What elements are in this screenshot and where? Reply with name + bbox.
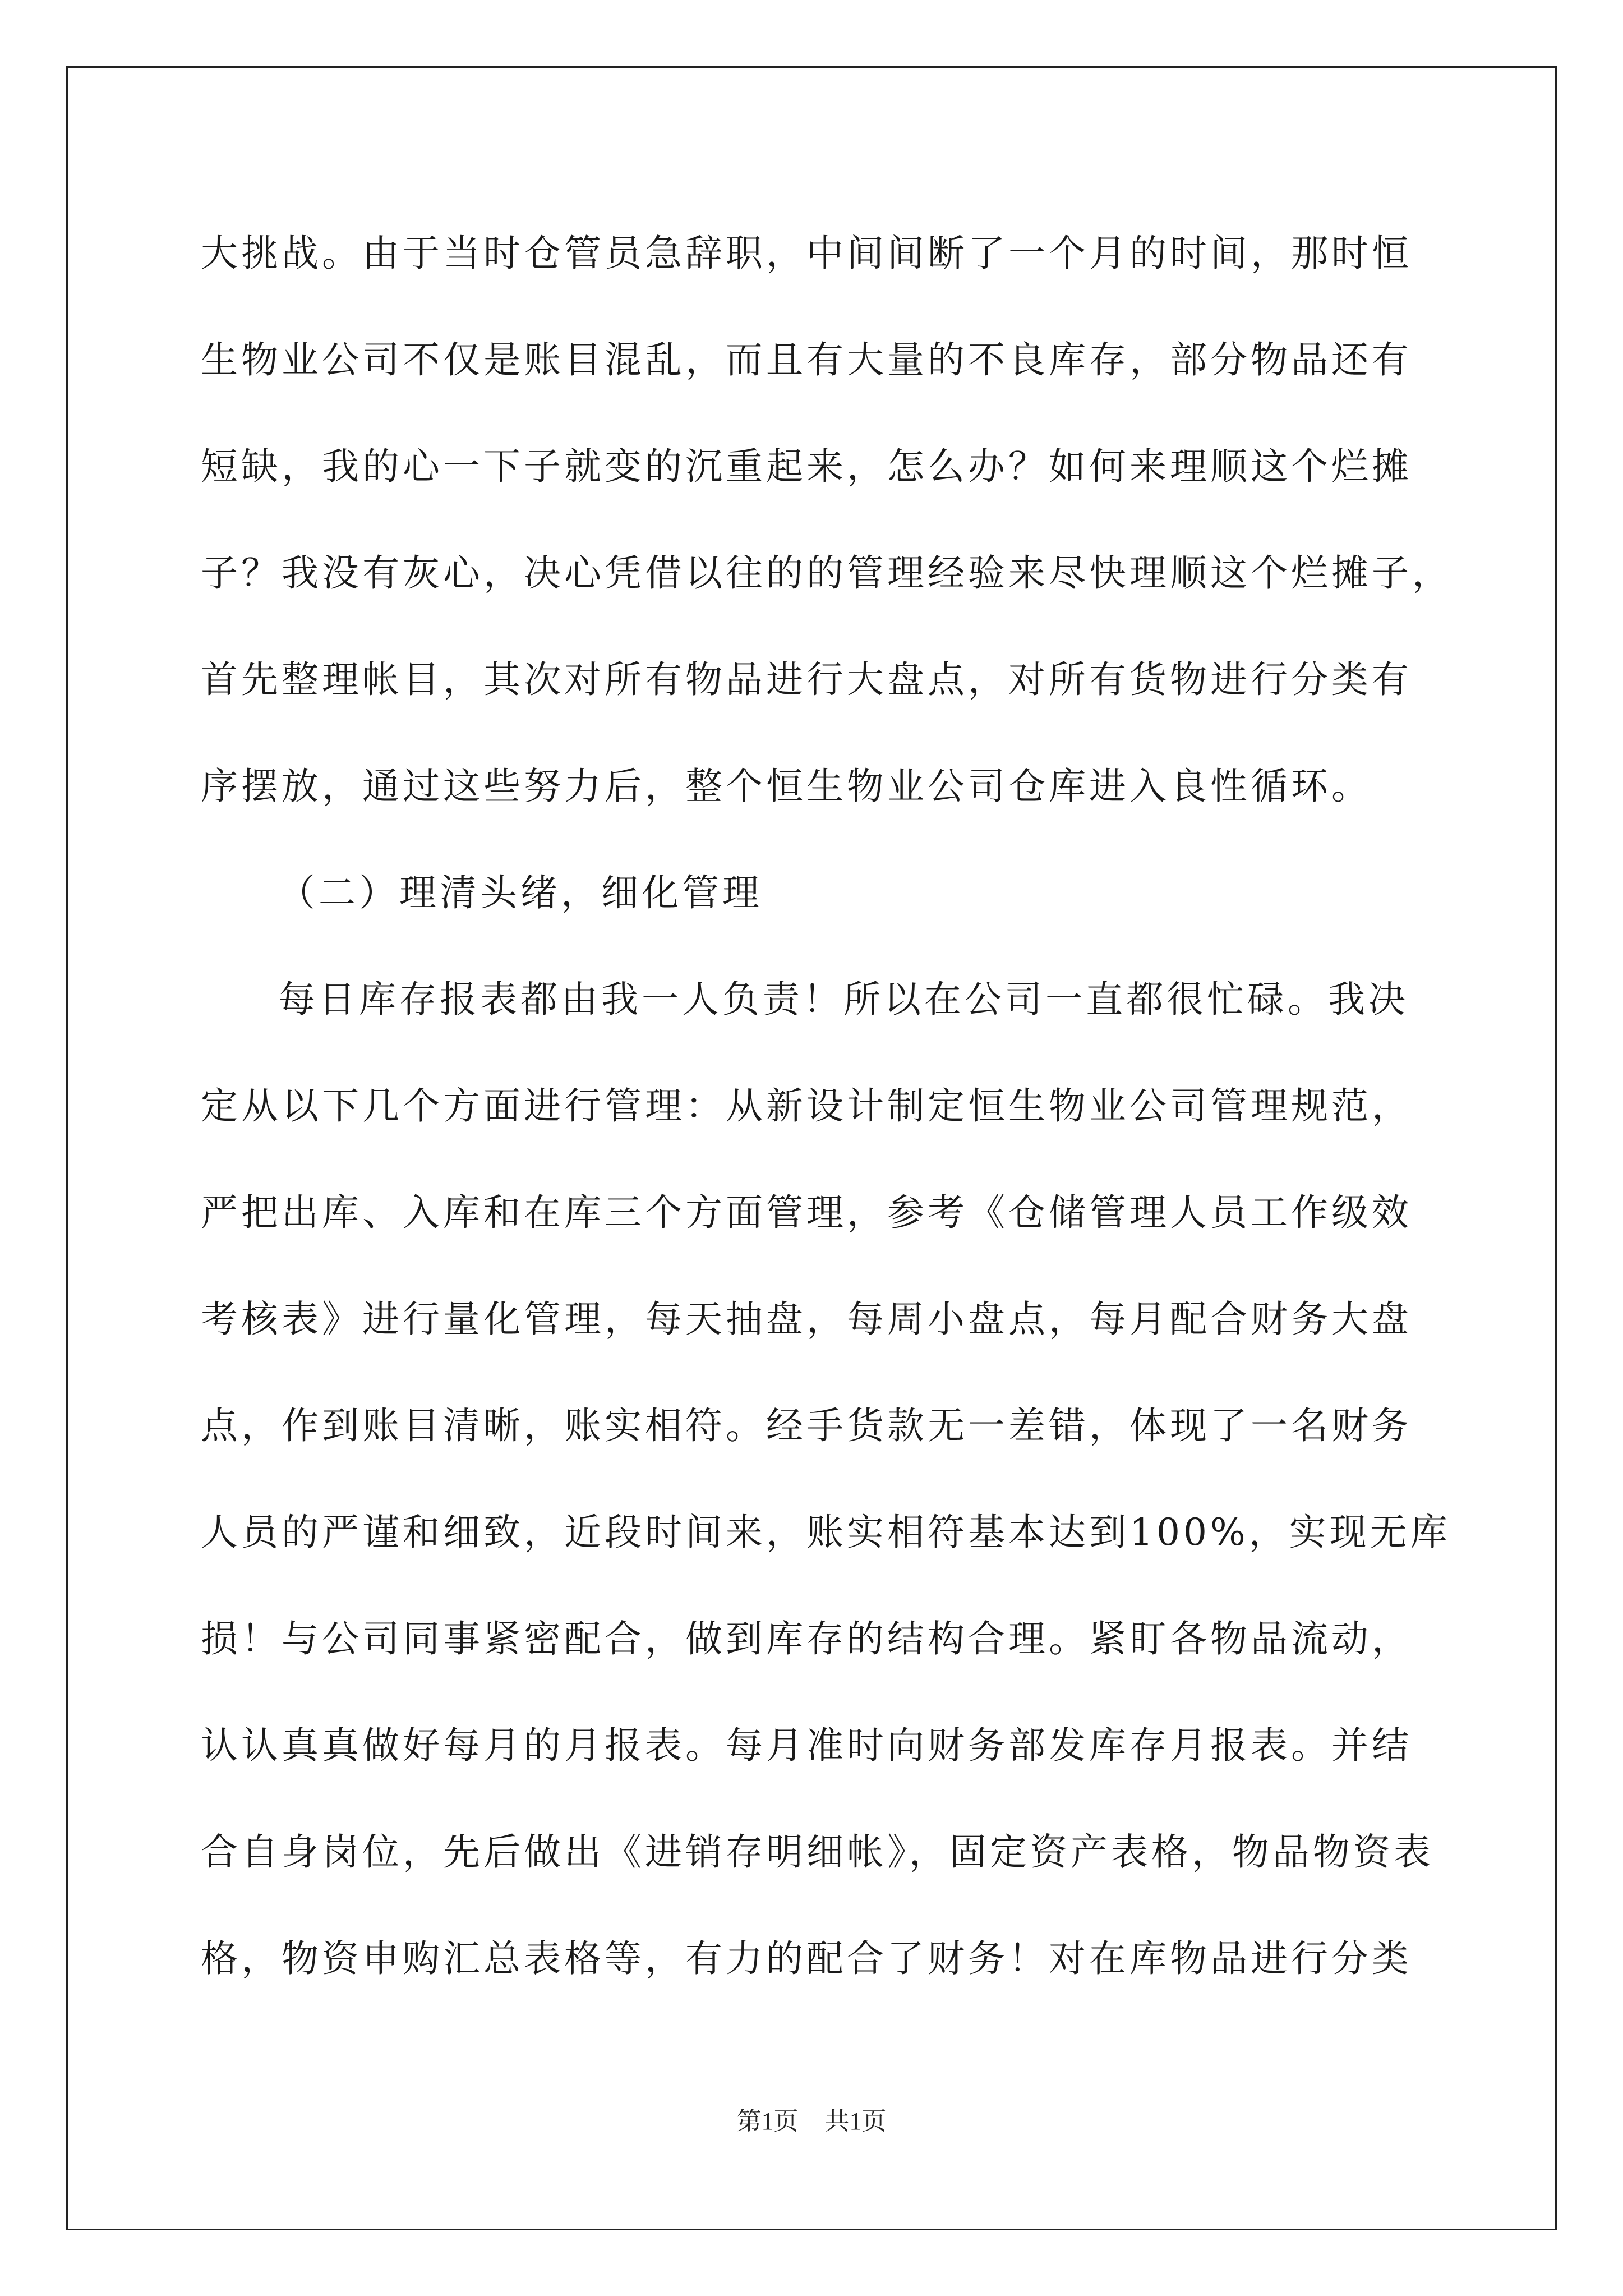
text-line-11: 考核表》进行量化管理，每天抽盘，每周小盘点，每月配合财务大盘 bbox=[201, 1297, 1412, 1341]
text-line-6: 序摆放，通过这些努力后，整个恒生物业公司仓库进入良性循环。 bbox=[201, 765, 1372, 808]
text-line-2: 生物业公司不仅是账目混乱，而且有大量的不良库存，部分物品还有 bbox=[201, 338, 1412, 381]
text-line-10: 严把出库、入库和在库三个方面管理，参考《仓储管理人员工作级效 bbox=[201, 1191, 1412, 1234]
text-line-13: 人员的严谨和细致，近段时间来，账实相符基本达到100%，实现无库 bbox=[201, 1511, 1451, 1554]
text-line-17: 格，物资申购汇总表格等，有力的配合了财务！对在库物品进行分类 bbox=[201, 1937, 1412, 1980]
text-line-15: 认认真真做好每月的月报表。每月准时向财务部发库存月报表。并结 bbox=[201, 1724, 1412, 1767]
page-number: 第1页 bbox=[736, 2108, 799, 2135]
section-heading: （二）理清头绪，细化管理 bbox=[278, 871, 763, 914]
text-line-1: 大挑战。由于当时仓管员急辞职，中间间断了一个月的时间，那时恒 bbox=[201, 232, 1412, 275]
text-line-5: 首先整理帐目，其次对所有物品进行大盘点，对所有货物进行分类有 bbox=[201, 658, 1412, 701]
text-line-9: 定从以下几个方面进行管理：从新设计制定恒生物业公司管理规范， bbox=[201, 1084, 1412, 1128]
page-footer bbox=[0, 2105, 1623, 2138]
page-total: 共1页 bbox=[824, 2108, 887, 2135]
text-line-3: 短缺，我的心一下子就变的沉重起来，怎么办？如何来理顺这个烂摊 bbox=[201, 445, 1412, 488]
text-line-14: 损！与公司同事紧密配合，做到库存的结构合理。紧盯各物品流动， bbox=[201, 1617, 1412, 1660]
text-line-12: 点，作到账目清晰，账实相符。经手货款无一差错，体现了一名财务 bbox=[201, 1404, 1412, 1447]
text-line-4: 子？我没有灰心，决心凭借以往的的管理经验来尽快理顺这个烂摊子， bbox=[201, 551, 1453, 595]
text-line-16: 合自身岗位，先后做出《进销存明细帐》，固定资产表格，物品物资表 bbox=[201, 1830, 1434, 1874]
text-line-8: 每日库存报表都由我一人负责！所以在公司一直都很忙碌。我决 bbox=[278, 978, 1409, 1021]
